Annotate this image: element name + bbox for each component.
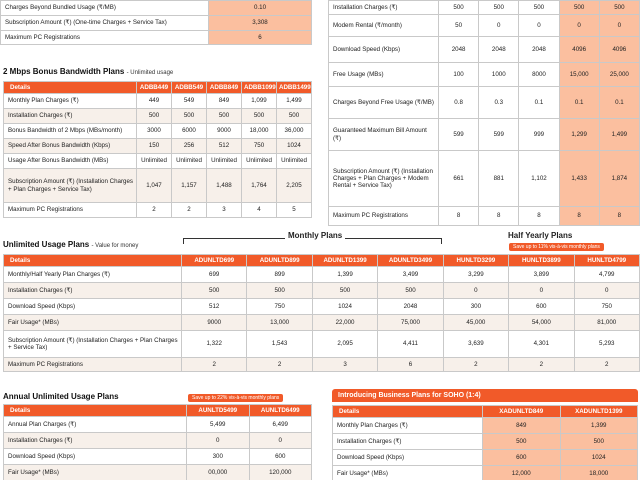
table-row: Subscription Amount (₹) (One-time Charges + Service Tax) 3,308	[1, 16, 312, 31]
table-row: Charges Beyond Bundled Usage (₹/MB) 0.10	[1, 1, 312, 16]
table-row: Fair Usage* (MBs) 12,000 18,000	[333, 466, 638, 480]
table-row: Bonus Bandwidth of 2 Mbps (MBs/month) 3000 6000 9000 18,000 36,000	[4, 124, 312, 139]
table-row: Usage After Bonus Bandwidth (MBs) Unlimited Unlimited Unlimited Unlimited Unlimited	[4, 154, 312, 169]
table-row: Charges Beyond Free Usage (₹/MB) 0.8 0.3 0.1 0.1 0.1	[329, 87, 640, 119]
table-row: Monthly/Half Yearly Plan Charges (₹) 699 899 1,399 3,499 3,299 3,899 4,799	[4, 267, 640, 283]
annual-plans-table	[3, 404, 312, 480]
table-header-row: Details ADUNLTD699 ADUNLTD899 ADUNLTD1399 ADUNLTD3499 HUNLTD3299 HUNLTD3899 HUNLTD4799	[4, 255, 640, 267]
monthly-plans-label: Monthly Plans	[285, 231, 345, 240]
table-row: Installation Charges (₹) 500 500	[333, 434, 638, 450]
annual-section-title: Annual Unlimited Usage Plans	[3, 392, 119, 401]
table-row: Guaranteed Maximum Bill Amount (₹) 599 599 999 1,299 1,499	[329, 119, 640, 151]
table-row: Download Speed (Kbps) 600 1024	[333, 450, 638, 466]
table-row: Maximum PC Registrations 2 2 3 6 2 2 2	[4, 358, 640, 372]
table-row: Download Speed (Kbps) 512 750 1024 2048 300 600 750	[4, 299, 640, 315]
table-row: Maximum PC Registrations 2 2 3 4 5	[4, 203, 312, 218]
table-row: Fair Usage* (MBs) 9000 13,000 22,000 75,000 45,000 54,000 81,000	[4, 315, 640, 331]
table-header-row: Details AUNLTD5499 AUNLTD6499	[4, 405, 312, 417]
table-header-row: Details ADBB449 ADBB549 ADBB849 ADBB1099 ADBB1499	[4, 82, 312, 94]
table-row: Speed After Bonus Bandwidth (Kbps) 150 256 512 750 1024	[4, 139, 312, 154]
table-row: Free Usage (MBs) 100 1000 8000 15,000 25,000	[329, 63, 640, 87]
table-row: Monthly Plan Charges (₹) 849 1,399	[333, 418, 638, 434]
bonus-section-title: 2 Mbps Bonus Bandwidth Plans - Unlimited usage	[3, 67, 174, 76]
table-header-row: Details XADUNLTD849 XADUNLTD1399	[333, 406, 638, 418]
table-row: Subscription Amount (₹) (Installation Charges + Plan Charges + Service Tax) 1,322 1,543 2,095 4,411 3,639 4,301 5,293	[4, 331, 640, 358]
table-row: Installation Charges (₹) 500 500 500 500 500	[4, 109, 312, 124]
table-row: Maximum PC Registrations 8 8 8 8 8	[329, 207, 640, 226]
top-right-table	[328, 0, 640, 226]
table-row: Download Speed (Kbps) 300 600	[4, 449, 312, 465]
table-row: Installation Charges (₹) 500 500 500 500 0 0 0	[4, 283, 640, 299]
soho-section-title: Introducing Business Plans for SOHO (1:4)	[332, 389, 638, 402]
table-row: Subscription Amount (₹) (Installation Charges + Plan Charges + Service Tax) 1,047 1,157 1,488 1,764 2,205	[4, 169, 312, 203]
soho-plans-table	[332, 405, 638, 480]
half-yearly-savings-badge: Save up to 11% vis-à-vis monthly plans	[509, 243, 604, 251]
table-row: Maximum PC Registrations 6	[1, 31, 312, 45]
table-row: Download Speed (Kbps) 2048 2048 2048 4096 4096	[329, 37, 640, 63]
annual-savings-badge: Save up to 22% vis-à-vis monthly plans	[188, 394, 283, 402]
top-left-table	[0, 0, 312, 45]
table-row: Fair Usage* (MBs) 00,000 120,000	[4, 465, 312, 480]
half-yearly-plans-label: Half Yearly Plans	[505, 231, 575, 240]
table-row: Installation Charges (₹) 0 0	[4, 433, 312, 449]
table-row: Subscription Amount (₹) (Installation Charges + Plan Charges + Modem Rental + Service Tax) 661 881 1,102 1,433 1,874	[329, 151, 640, 207]
table-row: Installation Charges (₹) 500 500 500 500 500	[329, 1, 640, 15]
table-row: Annual Plan Charges (₹) 5,499 6,499	[4, 417, 312, 433]
table-row: Monthly Plan Charges (₹) 449 549 849 1,099 1,499	[4, 94, 312, 109]
unlimited-section-title: Unlimited Usage Plans - Value for money	[3, 240, 139, 249]
unlimited-plans-table	[3, 254, 640, 372]
bonus-plans-table	[3, 81, 312, 218]
table-row: Modem Rental (₹/month) 50 0 0 0 0	[329, 15, 640, 37]
